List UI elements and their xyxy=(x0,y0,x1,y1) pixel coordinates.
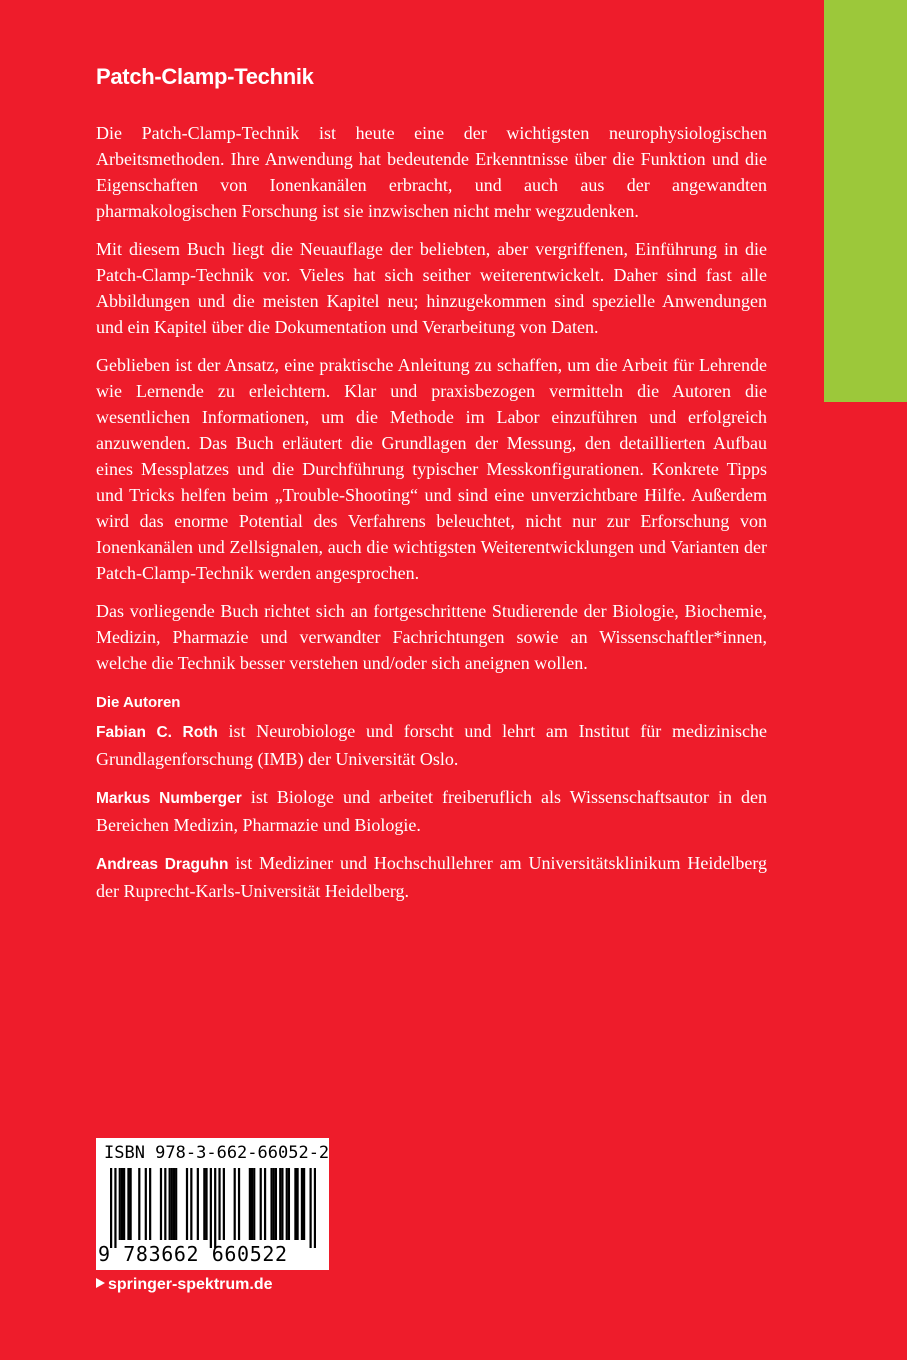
barcode-bar xyxy=(288,1168,290,1240)
accent-band xyxy=(824,0,907,402)
barcode-bar xyxy=(197,1168,199,1240)
barcode-bar xyxy=(286,1168,288,1240)
barcode-bar xyxy=(127,1168,129,1240)
barcode-bar xyxy=(149,1168,151,1240)
barcode-bar xyxy=(281,1168,283,1240)
barcode-bar xyxy=(249,1168,251,1240)
isbn-label: ISBN 978-3-662-66052-2 xyxy=(104,1143,330,1163)
barcode-bar xyxy=(214,1168,216,1248)
barcode-bar xyxy=(205,1168,207,1240)
barcode-bar xyxy=(223,1168,225,1240)
barcode-bar xyxy=(264,1168,266,1240)
barcode-bar xyxy=(121,1168,123,1240)
author-entry xyxy=(96,784,767,838)
isbn-barcode xyxy=(96,1138,329,1270)
barcode-bar xyxy=(279,1168,281,1240)
barcode-bar xyxy=(260,1168,262,1240)
author-bio: ist Biologe und arbeitet freiberuflich als Wissenschaftsautor in den Bereichen Medizin, Pharmazie und Biologie. xyxy=(96,787,768,835)
barcode-bars xyxy=(110,1168,316,1248)
author-entry xyxy=(96,850,767,904)
barcode-bar xyxy=(253,1168,255,1240)
barcode-bar xyxy=(275,1168,277,1240)
barcode-bar xyxy=(210,1168,212,1248)
barcode-bar xyxy=(294,1168,296,1240)
barcode-bar xyxy=(114,1168,116,1248)
author-name: Andreas Draguhn xyxy=(96,856,229,873)
barcode-bar xyxy=(203,1168,205,1240)
barcode-bar xyxy=(309,1168,311,1248)
author-bio: ist Neurobiologe und forscht und lehrt am Institut für medizinische Grundlagenforschung (IMB) der Universität Oslo. xyxy=(96,721,767,769)
barcode-bar xyxy=(145,1168,147,1240)
ean-digits: 9 783662 660522 xyxy=(98,1242,288,1266)
blurb-paragraph: Die Patch-Clamp-Technik ist heute eine der wichtigsten neurophysiologischen Arbeitsmethoden. Ihre Anwendung hat bedeutende Erkenntnisse über die Funktion und die Eigenschaften von Ionenkanälen erbracht, und auch aus der angewandten pharmakologischen Forschung ist sie inzwischen nicht mehr wegzudenken. xyxy=(96,123,767,221)
barcode-bar xyxy=(164,1168,166,1240)
authors-heading: Die Autoren xyxy=(96,694,181,711)
barcode-bar xyxy=(273,1168,275,1240)
blurb-paragraph: Mit diesem Buch liegt die Neuauflage der beliebten, aber vergriffenen, Einführung in die Patch-Clamp-Technik vor. Vieles hat sich seither weiterentwickelt. Daher sind fast alle Abbildungen und die meisten Kapitel neu; hinzugekommen sind spezielle Anwendungen und ein Kapitel über die Dokumentation und Verarbeitung von Daten. xyxy=(96,239,767,337)
arrow-right-icon xyxy=(96,1278,105,1288)
book-title: Patch-Clamp-Technik xyxy=(96,64,314,89)
barcode-bar xyxy=(171,1168,173,1240)
author-bio: ist Mediziner und Hochschullehrer am Universitätsklinikum Heidelberg der Ruprecht-Karls-Universität Heidelberg. xyxy=(96,853,767,901)
author-entry xyxy=(96,718,767,772)
barcode-bar xyxy=(301,1168,303,1240)
barcode-bar xyxy=(169,1168,171,1240)
blurb-content xyxy=(96,120,767,916)
barcode-bar xyxy=(251,1168,253,1240)
website-label: springer-spektrum.de xyxy=(108,1276,273,1293)
barcode-bar xyxy=(130,1168,132,1240)
barcode-bar xyxy=(110,1168,112,1248)
barcode-bar xyxy=(175,1168,177,1240)
barcode-bar xyxy=(138,1168,140,1240)
blurb-paragraph: Das vorliegende Buch richtet sich an fortgeschrittene Studierende der Biologie, Biochemie, Medizin, Pharmazie und verwandter Fachrichtungen sowie an Wissenschaftler*innen, welche die Technik besser verstehen und/oder sich aneignen wollen. xyxy=(96,601,767,673)
barcode-bar xyxy=(186,1168,188,1240)
barcode-bar xyxy=(238,1168,240,1240)
barcode-bar xyxy=(270,1168,272,1240)
blurb-paragraph: Geblieben ist der Ansatz, eine praktische Anleitung zu schaffen, um die Arbeit für Lehrende wie Lernende zu erleichtern. Klar und praxisbezogen vermitteln die Autoren die wesentlichen Informationen, um die Methode im Labor einzuführen und erfolgreich anzuwenden. Das Buch erläutert die Grundlagen der Messung, den detaillierten Aufbau eines Messplatzes und die Durchführung typischer Messkonfigurationen. Konkrete Tipps und Tricks helfen beim „Trouble-Shooting“ und sind eine unverzichtbare Hilfe. Außerdem wird das enorme Potential des Verfahrens beleuchtet, nicht nur zur Erforschung von Ionenkanälen und Zellsignalen, auch die wichtigsten Weiterentwicklungen und Varianten der Patch-Clamp-Technik werden angesprochen. xyxy=(96,355,767,583)
barcode-bar xyxy=(234,1168,236,1240)
barcode-bar xyxy=(190,1168,192,1240)
author-name: Markus Numberger xyxy=(96,790,242,807)
barcode-bar xyxy=(296,1168,298,1240)
author-name: Fabian C. Roth xyxy=(96,724,218,741)
publisher-website[interactable] xyxy=(96,1276,272,1294)
barcode-bar xyxy=(173,1168,175,1240)
barcode-bar xyxy=(303,1168,305,1240)
barcode-bar xyxy=(119,1168,121,1240)
barcode-bar xyxy=(314,1168,316,1248)
barcode-bar xyxy=(218,1168,220,1240)
barcode-bar xyxy=(160,1168,162,1240)
barcode-bar xyxy=(123,1168,125,1240)
